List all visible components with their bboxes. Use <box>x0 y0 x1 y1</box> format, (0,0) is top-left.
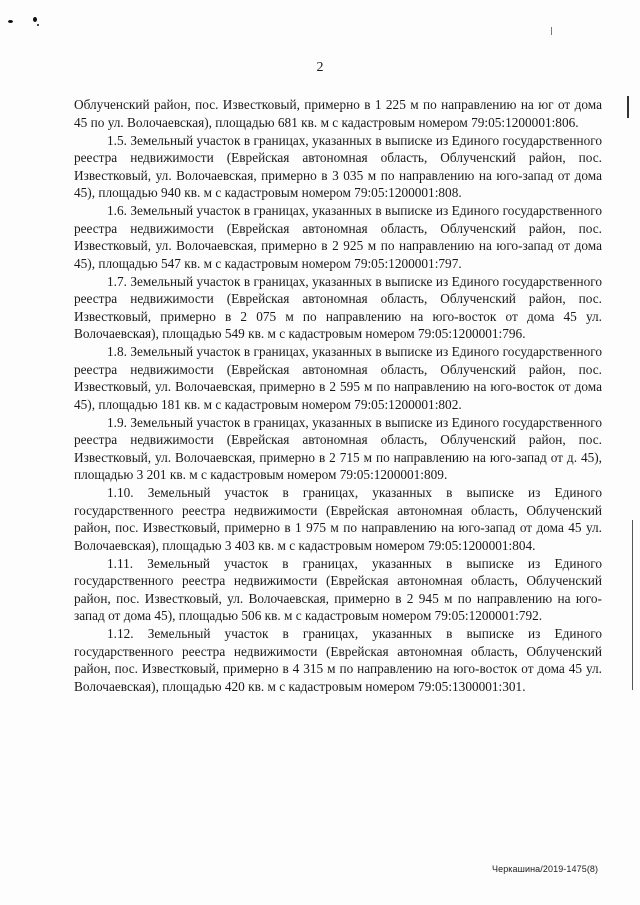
paragraph-continuation: Облученский район, пос. Известковый, примерно в 1 225 м по направлению на юг от дома 45 по ул. Волочаевская), площадью 681 кв. м с кадастровым номером 79:05:1200001:806. <box>74 97 602 130</box>
scan-speck <box>37 24 39 26</box>
scan-speck <box>551 27 552 35</box>
scan-margin-mark <box>627 96 629 118</box>
paragraph-item-1-7: 1.7. Земельный участок в границах, указанных в выписке из Единого государственного реестра недвижимости (Еврейская автономная область, Облученский район, пос. Известковый, примерно в 2 075 м по направлению на юго-восток от дома 45 ул. Волочаевская), площадью 549 кв. м с кадастровым номером 79:05:1200001:796. <box>74 273 602 341</box>
paragraph-item-1-6: 1.6. Земельный участок в границах, указанных в выписке из Единого государственного реестра недвижимости (Еврейская автономная область, Облученский район, пос. Известковый, ул. Волочаевская, примерно в 2 925 м по направлению на юго-запад от дома 45), площадью 547 кв. м с кадастровым номером 79:05:1200001:797. <box>74 203 602 271</box>
paragraph-item-1-10: 1.10. Земельный участок в границах, указанных в выписке из Единого государственного реестра недвижимости (Еврейская автономная область, Облученский район, пос. Известковый, примерно в 1 975 м по направлению на юго-запад от дома 45 ул. Волочаевская), площадью 3 403 кв. м с кадастровым номером 79:05:1200001:804. <box>74 485 602 553</box>
page-number: 2 <box>316 60 324 75</box>
document-body <box>74 96 602 696</box>
paragraph-item-1-11: 1.11. Земельный участок в границах, указанных в выписке из Единого государственного реестра недвижимости (Еврейская автономная область, Облученский район, пос. Известковый, ул. Волочаевская, примерно в 2 945 м по направлению на юго-запад от дома 45), площадью 506 кв. м с кадастровым номером 79:05:1200001:792. <box>74 555 602 623</box>
scan-speck <box>8 20 13 23</box>
document-footer-code: Черкашина/2019-1475(8) <box>492 864 599 874</box>
paragraph-item-1-5: 1.5. Земельный участок в границах, указанных в выписке из Единого государственного реестра недвижимости (Еврейская автономная область, Облученский район, пос. Известковый, ул. Волочаевская, примерно в 3 035 м по направлению на юго-запад от дома 45), площадью 940 кв. м с кадастровым номером 79:05:1200001:808. <box>74 132 602 200</box>
paragraph-item-1-9: 1.9. Земельный участок в границах, указанных в выписке из Единого государственного реестра недвижимости (Еврейская автономная область, Облученский район, пос. Известковый, ул. Волочаевская, примерно в 2 715 м по направлению на юго-запад от д. 45), площадью 3 201 кв. м с кадастровым номером 79:05:1200001:809. <box>74 414 602 482</box>
paragraph-item-1-8: 1.8. Земельный участок в границах, указанных в выписке из Единого государственного реестра недвижимости (Еврейская автономная область, Облученский район, пос. Известковый, ул. Волочаевская, примерно в 2 595 м по направлению на юго-восток от дома 45), площадью 181 кв. м с кадастровым номером 79:05:1200001:802. <box>74 344 602 412</box>
scan-edge-line <box>632 520 633 690</box>
scan-speck <box>33 17 37 22</box>
paragraph-item-1-12: 1.12. Земельный участок в границах, указанных в выписке из Единого государственного реестра недвижимости (Еврейская автономная область, Облученский район, пос. Известковый, примерно в 4 315 м по направлению на юго-восток от дома 45 ул. Волочаевская), площадью 420 кв. м с кадастровым номером 79:05:1300001:301. <box>74 626 602 694</box>
